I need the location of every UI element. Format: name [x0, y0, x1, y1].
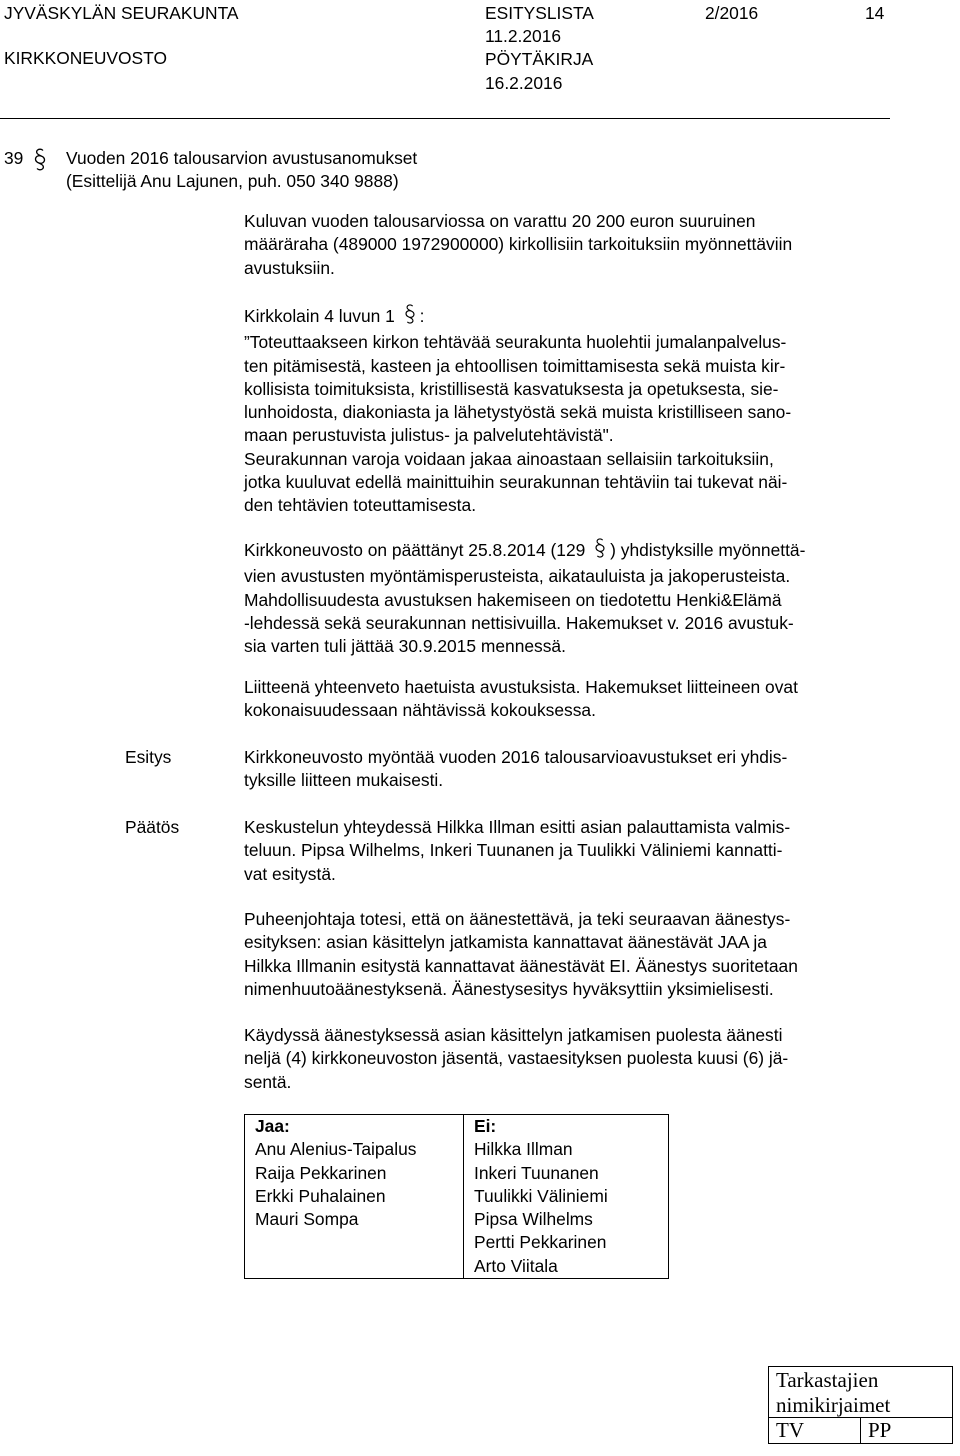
- decision-ref-line: sia varten tuli jättää 30.9.2015 mennessä.: [244, 636, 566, 657]
- header-divider: [0, 118, 890, 119]
- proposal-label: Esitys: [125, 747, 172, 767]
- law-line: kollisista toimituksista, kristillisestä kasvatuksesta ja opetuksesta, sie-: [244, 378, 779, 399]
- intro-line: Kuluvan vuoden talousarviossa on varattu 20 200 euron suuruinen: [244, 211, 756, 231]
- header-minutes-date: 16.2.2016: [485, 73, 563, 93]
- signature-box-label: [768, 1366, 953, 1418]
- attachment-line: kokonaisuudessaan nähtävissä kokouksessa.: [244, 700, 596, 721]
- header-doc-date: 11.2.2016: [485, 26, 562, 46]
- yes-voter: Raija Pekkarinen: [255, 1162, 387, 1183]
- decision-ref-text: ) yhdistyksille myönnettä-: [610, 540, 806, 560]
- section-sign-icon: [590, 537, 610, 565]
- signature-box-line: Tarkastajien: [776, 1368, 879, 1392]
- yes-header: Jaa:: [255, 1116, 290, 1136]
- law-line: Seurakunnan varoja voidaan jakaa ainoastaan sellaisiin tarkoituksiin,: [244, 448, 774, 469]
- law-line: maan perustuvista julistus- ja palvelutehtävistä".: [244, 425, 614, 446]
- section-sign-icon: [400, 303, 420, 331]
- law-line: lunhoidosta, diakoniasta ja lähetystyöstä sekä muista kristilliseen sano-: [244, 402, 792, 423]
- signature-initials-row: [768, 1418, 953, 1444]
- header-minutes: PÖYTÄKIRJA: [485, 49, 594, 69]
- header-body: KIRKKONEUVOSTO: [4, 48, 167, 68]
- no-voter: Hilkka Illman: [474, 1139, 573, 1160]
- no-voter: Pertti Pekkarinen: [474, 1232, 607, 1253]
- decision-line: teluun. Pipsa Wilhelms, Inkeri Tuunanen ja Tuulikki Väliniemi kannatti-: [244, 840, 783, 861]
- decision-ref-line: -lehdessä sekä seurakunnan nettisivuilla. Hakemukset v. 2016 avustuk-: [244, 612, 794, 633]
- yes-voter: Mauri Sompa: [255, 1209, 359, 1230]
- decision-ref-line: [244, 537, 894, 565]
- no-column: [464, 1115, 669, 1279]
- header-doc-type: ESITYSLISTA: [485, 3, 594, 23]
- decision-line: Käydyssä äänestyksessä asian käsittelyn jatkamisen puolesta äänesti: [244, 1025, 783, 1045]
- decision-line: neljä (4) kirkkoneuvoston jäsentä, vastaesityksen puolesta kuusi (6) jä-: [244, 1048, 789, 1069]
- decision-ref-line: vien avustusten myöntämisperusteista, aikatauluista ja jakoperusteista.: [244, 566, 791, 587]
- vote-table: [244, 1114, 669, 1279]
- decision-line: Hilkka Illmanin esitystä kannattavat äänestävät EI. Äänestys suoritetaan: [244, 955, 798, 976]
- yes-column: [245, 1115, 464, 1279]
- law-line: jotka kuuluvat edellä mainittuihin seurakunnan tehtäviin tai tukevat näi-: [244, 472, 788, 493]
- law-ref-colon: :: [419, 306, 425, 326]
- decision-reference: [244, 537, 894, 658]
- section-presenter: (Esittelijä Anu Lajunen, puh. 050 340 9888): [66, 171, 399, 191]
- no-voter: Pipsa Wilhelms: [474, 1209, 593, 1230]
- decision-paragraph-2: [244, 908, 894, 1001]
- signature-initials-box: [768, 1366, 953, 1444]
- section-title: Vuoden 2016 talousarvion avustusanomukset: [66, 148, 418, 168]
- no-voter: Inkeri Tuunanen: [474, 1162, 599, 1183]
- no-voter: Arto Viitala: [474, 1255, 558, 1276]
- decision-paragraph-1: [244, 816, 894, 886]
- decision-line: Puheenjohtaja totesi, että on äänestettävä, ja teki seuraavan äänestys-: [244, 909, 791, 929]
- attachment-paragraph: [244, 676, 894, 723]
- attachment-line: Liitteenä yhteenveto haetuista avustuksista. Hakemukset liitteineen ovat: [244, 677, 798, 697]
- law-reference: [244, 303, 894, 331]
- initials-left: TV: [776, 1418, 804, 1442]
- decision-ref-text: Kirkkoneuvosto on päättänyt 25.8.2014 (129: [244, 540, 586, 560]
- proposal-line: tyksille liitteen mukaisesti.: [244, 770, 444, 791]
- section-number: 39: [4, 148, 24, 168]
- law-line: ”Toteuttaakseen kirkon tehtävää seurakunta huolehtii jumalanpalvelus-: [244, 332, 787, 353]
- header-meeting-number: 2/2016: [705, 3, 759, 23]
- decision-line: Keskustelun yhteydessä Hilkka Illman esitti asian palauttamista valmis-: [244, 817, 791, 837]
- header-page-number: 14: [865, 3, 885, 23]
- law-line: ten pitämisestä, kasteen ja ehtoollisen toimittamisesta sekä muista kir-: [244, 355, 786, 376]
- yes-voter: Anu Alenius-Taipalus: [255, 1139, 417, 1160]
- signature-box-line: nimikirjaimet: [776, 1392, 891, 1417]
- proposal-line: Kirkkoneuvosto myöntää vuoden 2016 talousarvioavustukset eri yhdis-: [244, 747, 788, 767]
- intro-line: avustuksiin.: [244, 257, 335, 278]
- decision-line: sentä.: [244, 1071, 292, 1092]
- section-sign-icon: [30, 147, 50, 177]
- initials-right: PP: [860, 1418, 952, 1443]
- decision-ref-line: Mahdollisuudesta avustuksen hakemiseen on tiedotettu Henki&Elämä: [244, 589, 782, 610]
- intro-line: määräraha (489000 1972900000) kirkollisiin tarkoituksiin myönnettäviin: [244, 234, 793, 255]
- law-line: den tehtävien toteuttamisesta.: [244, 495, 477, 516]
- header-org: JYVÄSKYLÄN SEURAKUNTA: [4, 3, 239, 23]
- no-header: Ei:: [474, 1116, 497, 1136]
- proposal-text: [244, 746, 894, 793]
- decision-line: nimenhuutoäänestyksenä. Äänestysesitys hyväksyttiin yksimielisesti.: [244, 978, 774, 999]
- decision-label: Päätös: [125, 817, 180, 837]
- decision-paragraph-3: [244, 1024, 894, 1094]
- law-ref-text: Kirkkolain 4 luvun 1: [244, 306, 395, 326]
- yes-voter: Erkki Puhalainen: [255, 1185, 386, 1206]
- intro-paragraph: [244, 210, 894, 280]
- decision-line: vat esitystä.: [244, 863, 336, 884]
- vote-table-row: [245, 1115, 669, 1279]
- no-voter: Tuulikki Väliniemi: [474, 1185, 608, 1206]
- decision-line: esityksen: asian käsittelyn jatkamista kannattavat äänestävät JAA ja: [244, 932, 767, 953]
- law-quote: [244, 303, 894, 518]
